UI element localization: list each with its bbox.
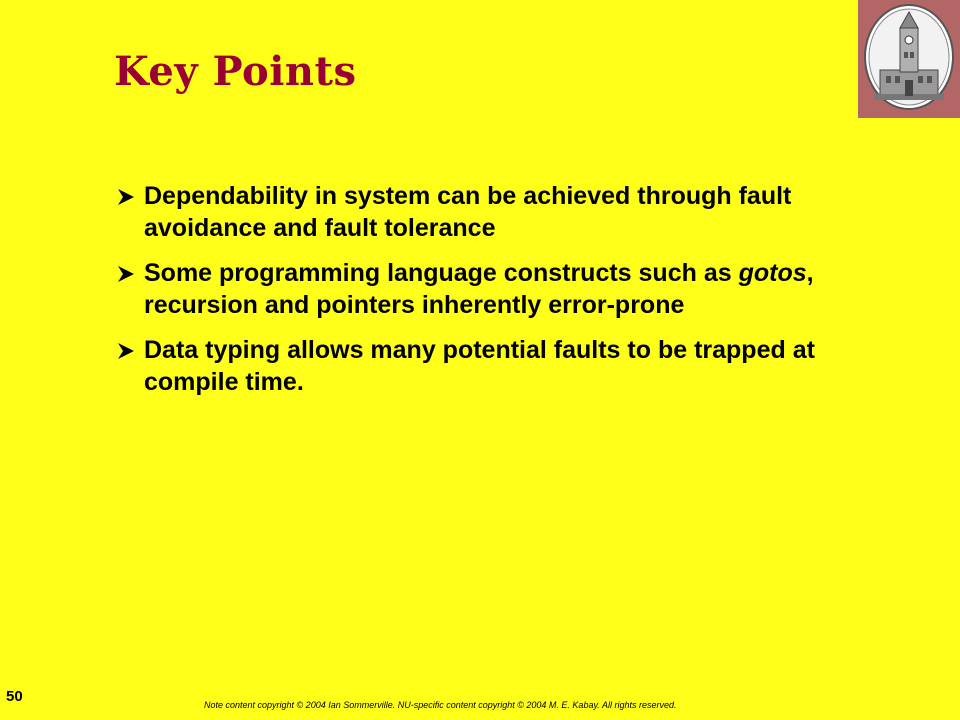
arrowhead-bullet-icon xyxy=(116,342,136,360)
clock-tower-seal-icon xyxy=(858,0,960,118)
bullet-list xyxy=(116,180,836,411)
bullet-text: , recursion and pointers inherently error-prone xyxy=(144,259,814,319)
logo-panel xyxy=(858,0,960,118)
bullet-item xyxy=(116,257,836,321)
slide-number: 50 xyxy=(6,688,23,705)
bullet-item xyxy=(116,180,836,244)
bullet-text: Some programming language constructs such as xyxy=(144,259,739,287)
copyright-footer: Note content copyright © 2004 Ian Sommerville. NU-specific content copyright © 2004 M. E. Kabay. All rights reserved. xyxy=(204,700,677,710)
bullet-item xyxy=(116,334,836,398)
bullet-text: Data typing allows many potential faults to be trapped at compile time. xyxy=(144,336,815,396)
bullet-text: Dependability in system can be achieved through fault avoidance and fault tolerance xyxy=(144,182,792,242)
slide-title: Key Points xyxy=(114,48,357,95)
arrowhead-bullet-icon xyxy=(116,188,136,206)
bullet-emphasis: gotos xyxy=(738,259,807,287)
arrowhead-bullet-icon xyxy=(116,265,136,283)
